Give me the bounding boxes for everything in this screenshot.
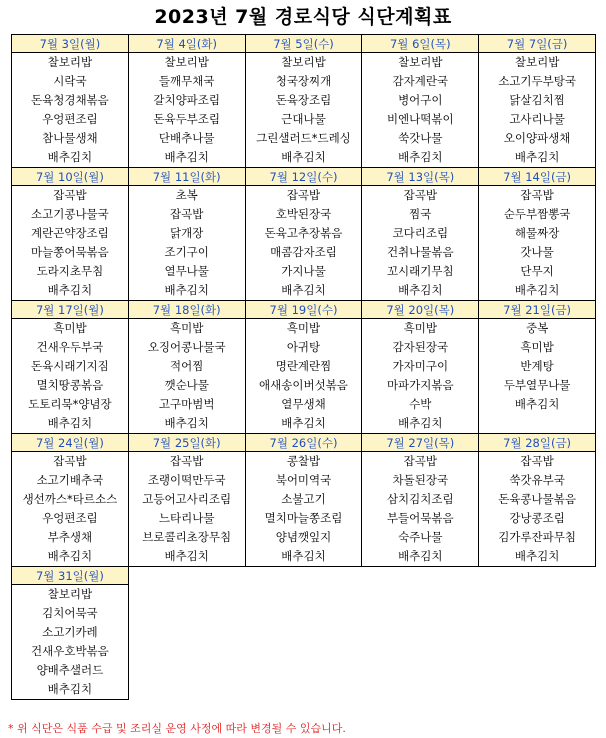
menu-row: [12, 357, 596, 376]
menu-item: 단무지: [479, 262, 596, 281]
menu-item: 잡곡밥: [128, 205, 245, 224]
menu-item: 가지나물: [245, 262, 362, 281]
day-date: 7월 19일(수): [245, 301, 362, 319]
day-date: 7월 12일(수): [245, 168, 362, 186]
menu-item: 병어구이: [362, 91, 479, 110]
menu-row: [12, 414, 596, 434]
date-row: [12, 301, 596, 319]
empty-cell: [245, 585, 362, 605]
menu-row: [12, 53, 596, 73]
menu-item: 고구마범벅: [128, 395, 245, 414]
menu-item: 찰보리밥: [362, 53, 479, 73]
menu-item: 명란계란찜: [245, 357, 362, 376]
date-row: [12, 567, 596, 585]
menu-item: 흑미밥: [479, 338, 596, 357]
day-date: 7월 21일(금): [479, 301, 596, 319]
menu-row: [12, 224, 596, 243]
menu-item: 돈육청경채볶음: [12, 91, 129, 110]
menu-item: 멸치땅콩볶음: [12, 376, 129, 395]
empty-cell: [362, 604, 479, 623]
empty-cell: [479, 661, 596, 680]
menu-row: [12, 129, 596, 148]
day-date: 7월 10일(월): [12, 168, 129, 186]
day-date: 7월 25일(화): [128, 434, 245, 452]
menu-item: 배추김치: [362, 414, 479, 434]
menu-item: 김치어묵국: [12, 604, 129, 623]
menu-item: 우엉편조림: [12, 509, 129, 528]
menu-item: 고등어고사리조림: [128, 490, 245, 509]
menu-item: 소고기배추국: [12, 471, 129, 490]
menu-item: 강낭콩조림: [479, 509, 596, 528]
menu-item: 코다리조림: [362, 224, 479, 243]
menu-item: 반계탕: [479, 357, 596, 376]
menu-row: [12, 110, 596, 129]
menu-item: 갈치양파조림: [128, 91, 245, 110]
menu-item: 흑미밥: [12, 319, 129, 339]
menu-item: 배추김치: [479, 148, 596, 168]
menu-item: 잡곡밥: [362, 186, 479, 206]
day-date: 7월 13일(목): [362, 168, 479, 186]
menu-item: 배추김치: [12, 680, 129, 700]
menu-row: [12, 186, 596, 206]
menu-item: 계란곤약장조림: [12, 224, 129, 243]
menu-item: 배추김치: [12, 148, 129, 168]
menu-item: 소고기콩나물국: [12, 205, 129, 224]
menu-item: 배추김치: [479, 281, 596, 301]
menu-item: 시락국: [12, 72, 129, 91]
menu-item: 꼬시래기무침: [362, 262, 479, 281]
day-date: 7월 14일(금): [479, 168, 596, 186]
day-date: 7월 26일(수): [245, 434, 362, 452]
menu-item: 우엉편조림: [12, 110, 129, 129]
empty-cell: [245, 623, 362, 642]
empty-cell: [479, 585, 596, 605]
day-date: 7월 28일(금): [479, 434, 596, 452]
menu-item: 배추김치: [128, 281, 245, 301]
empty-cell: [245, 604, 362, 623]
menu-row: [12, 547, 596, 567]
menu-item: 배추김치: [128, 414, 245, 434]
menu-item: 돈육콩나물볶음: [479, 490, 596, 509]
menu-item: 도토리묵*양념장: [12, 395, 129, 414]
day-date: 7월 17일(월): [12, 301, 129, 319]
menu-item: 잡곡밥: [362, 452, 479, 472]
empty-cell: [362, 623, 479, 642]
menu-item: 배추김치: [362, 547, 479, 567]
menu-row: [12, 243, 596, 262]
menu-row: [12, 91, 596, 110]
menu-row: [12, 395, 596, 414]
menu-item: 찰보리밥: [128, 53, 245, 73]
menu-item: 닭살김치찜: [479, 91, 596, 110]
menu-row: [12, 623, 596, 642]
menu-item: 김가루잔파무침: [479, 528, 596, 547]
day-date: 7월 6일(목): [362, 35, 479, 53]
menu-item: 찰보리밥: [245, 53, 362, 73]
empty-cell: [128, 661, 245, 680]
menu-item: 조랭이떡만두국: [128, 471, 245, 490]
menu-item: 청국장찌개: [245, 72, 362, 91]
menu-item: 소고기카레: [12, 623, 129, 642]
menu-item: 콩찰밥: [245, 452, 362, 472]
menu-item: 생선까스*타르소스: [12, 490, 129, 509]
day-date: 7월 7일(금): [479, 35, 596, 53]
menu-item: 건새우두부국: [12, 338, 129, 357]
menu-item: 잡곡밥: [245, 186, 362, 206]
day-date: 7월 3일(월): [12, 35, 129, 53]
menu-item: 북어미역국: [245, 471, 362, 490]
menu-item: 열무나물: [128, 262, 245, 281]
empty-cell: [479, 623, 596, 642]
menu-item: 잡곡밥: [128, 452, 245, 472]
day-date: 7월 18일(화): [128, 301, 245, 319]
menu-item: 찰보리밥: [12, 585, 129, 605]
empty-cell: [362, 585, 479, 605]
menu-item: 감자된장국: [362, 338, 479, 357]
empty-cell: [479, 604, 596, 623]
empty-cell: [245, 642, 362, 661]
menu-row: [12, 319, 596, 339]
menu-item: 배추김치: [128, 547, 245, 567]
day-date: 7월 27일(목): [362, 434, 479, 452]
menu-row: [12, 642, 596, 661]
day-date: 7월 20일(목): [362, 301, 479, 319]
page-title: 2023년 7월 경로식당 식단계획표: [154, 6, 452, 28]
menu-item: 양배추샐러드: [12, 661, 129, 680]
empty-cell: [479, 642, 596, 661]
empty-cell: [362, 680, 479, 700]
day-date: 7월 4일(화): [128, 35, 245, 53]
date-row: [12, 35, 596, 53]
menu-row: [12, 452, 596, 472]
menu-item: 잡곡밥: [479, 186, 596, 206]
empty-cell: [128, 567, 245, 585]
menu-item: 잡곡밥: [12, 186, 129, 206]
menu-item: 감자계란국: [362, 72, 479, 91]
menu-row: [12, 281, 596, 301]
menu-row: [12, 262, 596, 281]
menu-item: [479, 414, 596, 434]
menu-item: 돈육장조림: [245, 91, 362, 110]
menu-item: 배추김치: [479, 395, 596, 414]
menu-item: 흑미밥: [245, 319, 362, 339]
menu-row: [12, 338, 596, 357]
menu-row: [12, 509, 596, 528]
menu-item: 흑미밥: [362, 319, 479, 339]
empty-cell: [128, 623, 245, 642]
menu-row: [12, 205, 596, 224]
menu-item: 고사리나물: [479, 110, 596, 129]
menu-item: 순두부짬뽕국: [479, 205, 596, 224]
menu-item: 찰보리밥: [479, 53, 596, 73]
day-date: 7월 31일(월): [12, 567, 129, 585]
menu-row: [12, 376, 596, 395]
menu-item: 건새우호박볶음: [12, 642, 129, 661]
date-row: [12, 168, 596, 186]
menu-row: [12, 148, 596, 168]
empty-cell: [479, 680, 596, 700]
menu-item: 아귀탕: [245, 338, 362, 357]
menu-item: 마파가지볶음: [362, 376, 479, 395]
empty-cell: [245, 680, 362, 700]
menu-item: 배추김치: [362, 148, 479, 168]
menu-item: 배추김치: [245, 414, 362, 434]
menu-item: 멸치마늘쫑조림: [245, 509, 362, 528]
menu-row: [12, 72, 596, 91]
empty-cell: [245, 661, 362, 680]
menu-item: 쑥갓나물: [362, 129, 479, 148]
empty-cell: [128, 585, 245, 605]
empty-cell: [128, 642, 245, 661]
menu-item: 매콤감자조림: [245, 243, 362, 262]
menu-row: [12, 471, 596, 490]
menu-item: 잡곡밥: [12, 452, 129, 472]
menu-item: 중복: [479, 319, 596, 339]
menu-item: 깻순나물: [128, 376, 245, 395]
empty-cell: [479, 567, 596, 585]
menu-item: 수박: [362, 395, 479, 414]
empty-cell: [362, 661, 479, 680]
menu-item: 그린샐러드*드레싱: [245, 129, 362, 148]
menu-row: [12, 604, 596, 623]
menu-item: 쑥갓유부국: [479, 471, 596, 490]
empty-cell: [128, 680, 245, 700]
menu-item: 돈육시래기지짐: [12, 357, 129, 376]
menu-row: [12, 680, 596, 700]
empty-cell: [362, 567, 479, 585]
menu-item: 소불고기: [245, 490, 362, 509]
menu-item: 갓나물: [479, 243, 596, 262]
menu-item: 참나물생채: [12, 129, 129, 148]
empty-cell: [245, 567, 362, 585]
menu-item: 배추김치: [245, 148, 362, 168]
menu-item: 브로콜리초장무침: [128, 528, 245, 547]
menu-item: 배추김치: [12, 414, 129, 434]
day-date: 7월 24일(월): [12, 434, 129, 452]
menu-item: 배추김치: [479, 547, 596, 567]
menu-item: 잡곡밥: [479, 452, 596, 472]
menu-item: 배추김치: [12, 281, 129, 301]
empty-cell: [362, 642, 479, 661]
menu-row: [12, 490, 596, 509]
menu-item: 흑미밥: [128, 319, 245, 339]
menu-item: 오징어콩나물국: [128, 338, 245, 357]
menu-item: 애새송이버섯볶음: [245, 376, 362, 395]
menu-item: 찰보리밥: [12, 53, 129, 73]
menu-item: 비엔나떡볶이: [362, 110, 479, 129]
menu-item: 도라지초무침: [12, 262, 129, 281]
menu-row: [12, 661, 596, 680]
menu-item: 건취나물볶음: [362, 243, 479, 262]
menu-item: 느타리나물: [128, 509, 245, 528]
menu-item: 마늘쫑어묵볶음: [12, 243, 129, 262]
menu-item: 돈육고추장볶음: [245, 224, 362, 243]
meal-plan-table: [11, 34, 596, 700]
menu-item: 오이양파생채: [479, 129, 596, 148]
menu-item: 소고기두부탕국: [479, 72, 596, 91]
menu-item: 차돌된장국: [362, 471, 479, 490]
menu-item: 근대나물: [245, 110, 362, 129]
menu-item: 가자미구이: [362, 357, 479, 376]
menu-item: 배추김치: [128, 148, 245, 168]
menu-item: 조기구이: [128, 243, 245, 262]
date-row: [12, 434, 596, 452]
menu-item: 들깨무채국: [128, 72, 245, 91]
menu-item: 부추생채: [12, 528, 129, 547]
menu-item: 열무생채: [245, 395, 362, 414]
menu-item: 배추김치: [362, 281, 479, 301]
menu-item: 숙주나물: [362, 528, 479, 547]
menu-item: 초복: [128, 186, 245, 206]
menu-item: 부들어묵볶음: [362, 509, 479, 528]
menu-item: 닭개장: [128, 224, 245, 243]
menu-item: 돈육두부조림: [128, 110, 245, 129]
menu-item: 배추김치: [245, 547, 362, 567]
footnote: * 위 식단은 식품 수급 및 조리실 운영 사정에 따라 변경될 수 있습니다.: [8, 722, 346, 735]
menu-row: [12, 585, 596, 605]
empty-cell: [128, 604, 245, 623]
menu-item: 찜국: [362, 205, 479, 224]
menu-item: 적어찜: [128, 357, 245, 376]
day-date: 7월 11일(화): [128, 168, 245, 186]
menu-item: 배추김치: [245, 281, 362, 301]
menu-item: 해물짜장: [479, 224, 596, 243]
menu-item: 두부열무나물: [479, 376, 596, 395]
day-date: 7월 5일(수): [245, 35, 362, 53]
menu-item: 배추김치: [12, 547, 129, 567]
menu-item: 호박된장국: [245, 205, 362, 224]
menu-item: 단배추나물: [128, 129, 245, 148]
menu-row: [12, 528, 596, 547]
menu-item: 양념깻잎지: [245, 528, 362, 547]
menu-item: 삼치김치조림: [362, 490, 479, 509]
